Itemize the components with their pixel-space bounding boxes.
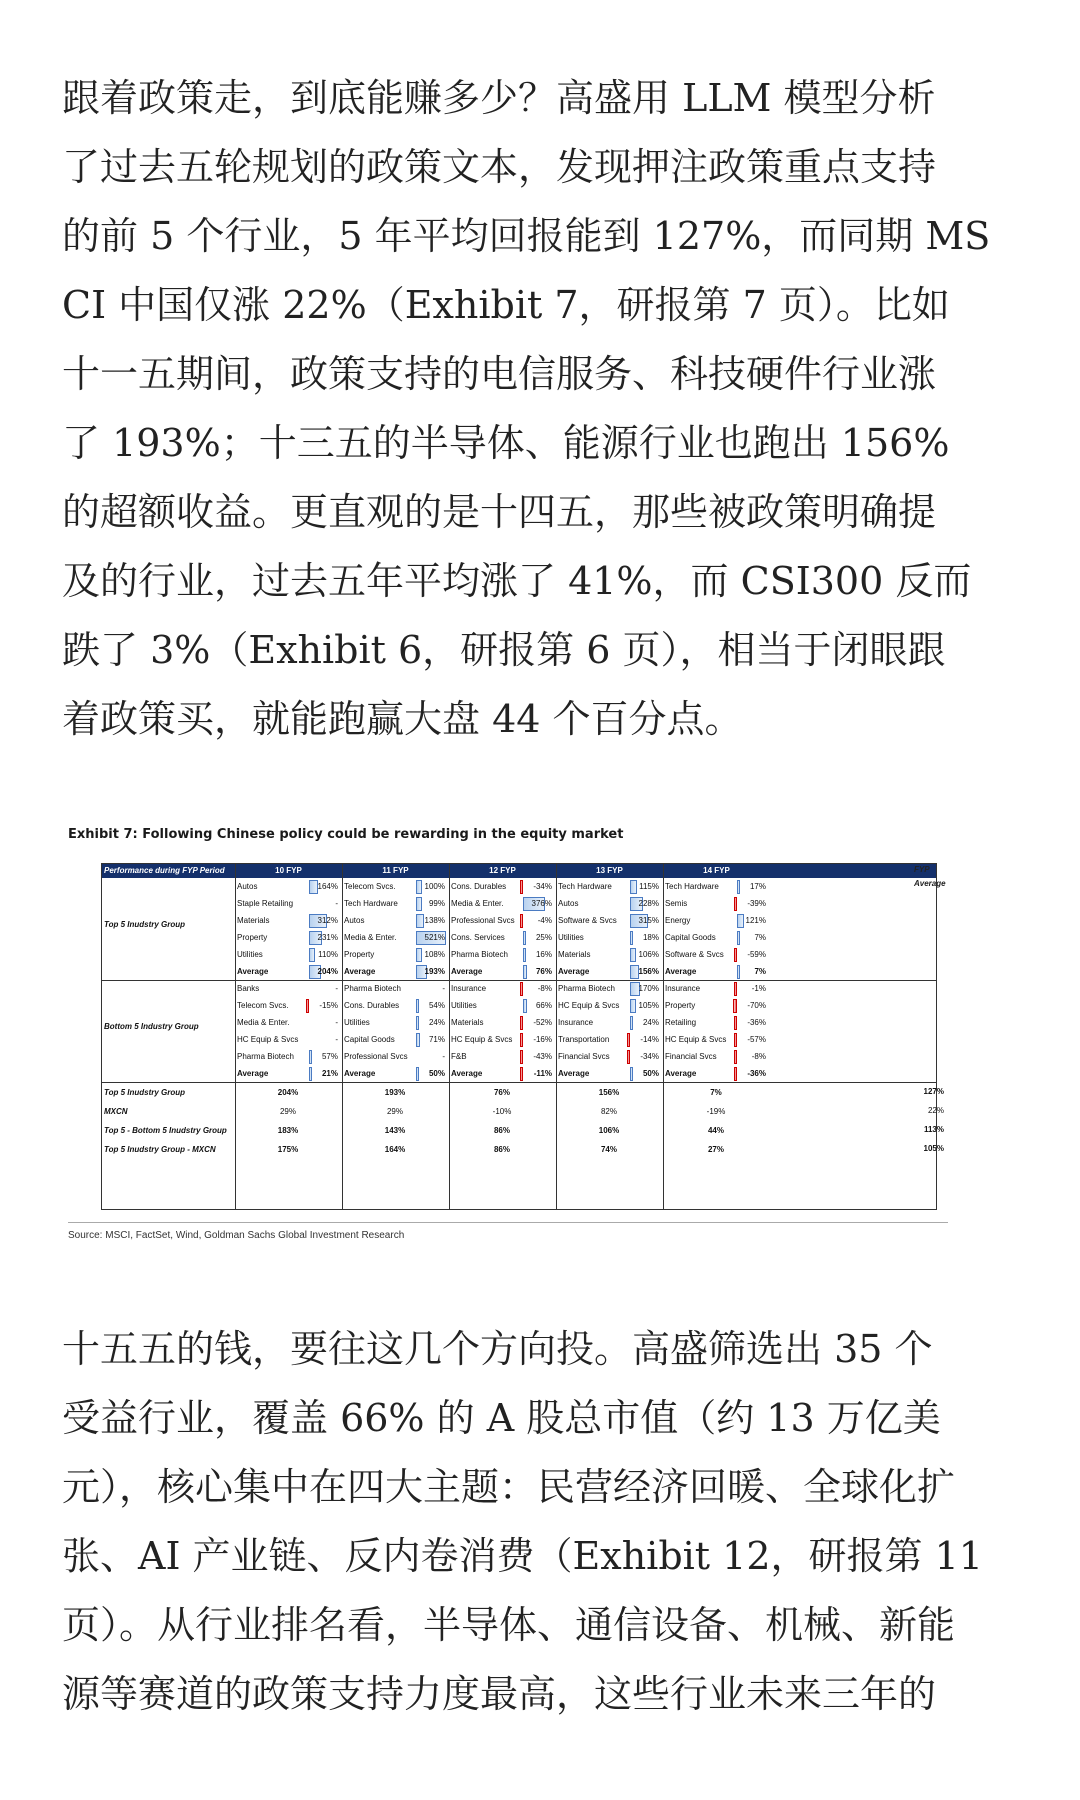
return-value: -8%	[751, 1052, 766, 1061]
industry-name: Cons. Durables	[344, 1001, 400, 1010]
return-value: 50%	[642, 1069, 659, 1078]
paragraph-15th-fyp-line: 源等赛道的政策支持力度最高，这些行业未来三年的	[62, 1672, 937, 1716]
industry-name: Insurance	[558, 1018, 594, 1027]
industry-name: Media & Enter.	[237, 1018, 290, 1027]
return-value: 110%	[318, 950, 338, 959]
return-value: 25%	[535, 933, 552, 942]
average-label: Average	[665, 1069, 697, 1078]
industry-name: HC Equip & Svcs	[451, 1035, 513, 1044]
return-value: 193%	[424, 967, 445, 976]
return-value: -15%	[319, 1001, 338, 1010]
return-value: 115%	[639, 882, 659, 891]
return-value: -57%	[747, 1035, 766, 1044]
return-value: -43%	[533, 1052, 552, 1061]
header-cell: 13 FYP	[596, 866, 623, 875]
header-cell: 10 FYP	[275, 866, 302, 875]
return-value: -14%	[640, 1035, 659, 1044]
summary-value: 143%	[384, 1126, 406, 1135]
summary-value: 183%	[277, 1126, 299, 1135]
return-value: -	[335, 1035, 338, 1044]
industry-name: Professional Svcs	[451, 916, 515, 925]
average-label: Average	[237, 1069, 269, 1078]
return-value: 24%	[428, 1018, 445, 1027]
header-cell: 14 FYP	[703, 866, 730, 875]
industry-name: Capital Goods	[344, 1035, 395, 1044]
summary-value: 76%	[493, 1088, 510, 1097]
return-value: 21%	[321, 1069, 338, 1078]
return-value: -34%	[640, 1052, 659, 1061]
column-divider	[235, 864, 236, 1209]
industry-name: Telecom Svcs.	[344, 882, 396, 891]
column-divider	[449, 864, 450, 1209]
column-divider	[663, 864, 664, 1209]
return-value: -11%	[533, 1069, 552, 1078]
industry-name: Materials	[237, 916, 270, 925]
return-value: 204%	[317, 967, 338, 976]
industry-name: Cons. Durables	[451, 882, 507, 891]
return-value: 17%	[749, 882, 766, 891]
return-value: -	[442, 984, 445, 993]
industry-name: Autos	[558, 899, 579, 908]
summary-value: -10%	[492, 1107, 512, 1116]
summary-value: -19%	[706, 1107, 726, 1116]
industry-name: Financial Svcs	[558, 1052, 610, 1061]
table-header-row	[102, 864, 936, 878]
return-value: -16%	[533, 1035, 552, 1044]
summary-value: 74%	[600, 1145, 617, 1154]
group-label: Top 5 Inudstry Group	[104, 920, 186, 929]
industry-name: Media & Enter.	[344, 933, 397, 942]
paragraph-15th-fyp-line: 页）。从行业排名看，半导体、通信设备、机械、新能	[62, 1603, 956, 1647]
industry-name: Pharma Biotech	[451, 950, 508, 959]
return-value: -	[335, 984, 338, 993]
summary-value: 164%	[384, 1145, 406, 1154]
group-label: Bottom 5 Industry Group	[104, 1022, 199, 1031]
return-value: -1%	[751, 984, 766, 993]
industry-name: Banks	[237, 984, 260, 993]
industry-name: Utilities	[237, 950, 263, 959]
average-label: Average	[237, 967, 269, 976]
return-value: 66%	[535, 1001, 552, 1010]
return-value: -	[442, 1052, 445, 1061]
summary-average: 127%	[923, 1087, 944, 1096]
industry-name: Property	[237, 933, 268, 942]
return-value: -39%	[747, 899, 766, 908]
industry-name: Energy	[665, 916, 691, 925]
industry-name: Software & Svcs	[665, 950, 724, 959]
return-value: -36%	[747, 1018, 766, 1027]
summary-label: Top 5 Inudstry Group - MXCN	[104, 1145, 216, 1154]
paragraph-policy-returns-line: 跟着政策走，到底能赚多少？高盛用 LLM 模型分析	[62, 76, 936, 120]
column-divider	[556, 864, 557, 1209]
industry-name: Financial Svcs	[665, 1052, 717, 1061]
industry-name: Property	[665, 1001, 696, 1010]
return-value: 138%	[424, 916, 445, 925]
summary-value: 156%	[598, 1088, 620, 1097]
summary-value: 29%	[386, 1107, 403, 1116]
industry-name: Pharma Biotech	[558, 984, 615, 993]
paragraph-policy-returns-line: 了过去五轮规划的政策文本，发现押注政策重点支持	[62, 145, 937, 189]
return-value: 228%	[638, 899, 659, 908]
summary-average: 22%	[927, 1106, 944, 1115]
average-label: Average	[344, 967, 376, 976]
return-value: 108%	[424, 950, 445, 959]
summary-value: 204%	[277, 1088, 299, 1097]
industry-name: Semis	[665, 899, 688, 908]
industry-name: Tech Hardware	[344, 899, 398, 908]
return-value: 24%	[642, 1018, 659, 1027]
industry-name: Staple Retailing	[237, 899, 294, 908]
return-value: 156%	[638, 967, 659, 976]
paragraph-policy-returns-line: 及的行业，过去五年平均涨了 41%，而 CSI300 反而	[62, 559, 972, 603]
return-value: 50%	[428, 1069, 445, 1078]
return-value: -70%	[747, 1001, 766, 1010]
return-value: 164%	[317, 882, 338, 891]
return-value: 76%	[535, 967, 552, 976]
paragraph-15th-fyp-line: 受益行业，覆盖 66% 的 A 股总市值（约 13 万亿美	[62, 1396, 941, 1440]
performance-table	[101, 863, 937, 1210]
return-value: 106%	[638, 950, 659, 959]
paragraph-policy-returns-line: 跌了 3%（Exhibit 6，研报第 6 页），相当于闭眼跟	[62, 628, 946, 672]
industry-name: Software & Svcs	[558, 916, 617, 925]
average-label: Average	[451, 967, 483, 976]
industry-name: Telecom Svcs.	[237, 1001, 289, 1010]
return-value: 57%	[321, 1052, 338, 1061]
return-value: 121%	[745, 916, 766, 925]
return-value: 99%	[428, 899, 445, 908]
industry-name: Capital Goods	[665, 933, 716, 942]
summary-value: 86%	[493, 1145, 510, 1154]
return-value: 521%	[424, 933, 445, 942]
row-divider	[102, 980, 936, 981]
return-value: 231%	[317, 933, 338, 942]
average-label: Average	[558, 1069, 590, 1078]
industry-name: HC Equip & Svcs	[665, 1035, 727, 1044]
column-divider	[342, 864, 343, 1209]
industry-name: Materials	[558, 950, 591, 959]
industry-name: Transportation	[558, 1035, 610, 1044]
industry-name: F&B	[451, 1052, 467, 1061]
return-value: 315%	[638, 916, 659, 925]
paragraph-policy-returns-line: CI 中国仅涨 22%（Exhibit 7，研报第 7 页）。比如	[62, 283, 950, 327]
industry-name: Utilities	[344, 1018, 370, 1027]
paragraph-15th-fyp	[62, 1315, 1024, 1729]
return-value: -8%	[537, 984, 552, 993]
return-value: -34%	[533, 882, 552, 891]
industry-name: Autos	[237, 882, 258, 891]
return-value: -36%	[747, 1069, 766, 1078]
return-value: -	[335, 899, 338, 908]
average-label: Average	[344, 1069, 376, 1078]
industry-name: Pharma Biotech	[237, 1052, 294, 1061]
paragraph-15th-fyp-line: 张、AI 产业链、反内卷消费（Exhibit 12，研报第 11	[62, 1534, 983, 1578]
return-value: 18%	[642, 933, 659, 942]
summary-label: Top 5 - Bottom 5 Inudstry Group	[104, 1126, 227, 1135]
paragraph-policy-returns-line: 着政策买，就能跑赢大盘 44 个百分点。	[62, 697, 743, 741]
industry-name: HC Equip & Svcs	[237, 1035, 299, 1044]
return-value: -52%	[533, 1018, 552, 1027]
fyp-average-header: FYP Average	[914, 865, 946, 888]
return-value: -4%	[537, 916, 552, 925]
return-value: 376%	[531, 899, 552, 908]
header-cell: 12 FYP	[489, 866, 516, 875]
summary-label: Top 5 Inudstry Group	[104, 1088, 186, 1097]
summary-value: 175%	[277, 1145, 299, 1154]
return-value: -	[335, 1018, 338, 1027]
average-label: Average	[665, 967, 697, 976]
industry-name: Insurance	[451, 984, 487, 993]
average-label: Average	[451, 1069, 483, 1078]
summary-value: 86%	[493, 1126, 510, 1135]
header-cell: Performance during FYP Period	[104, 866, 225, 875]
industry-name: HC Equip & Svcs	[558, 1001, 620, 1010]
exhibit-source: Source: MSCI, FactSet, Wind, Goldman Sachs Global Investment Research	[68, 1230, 405, 1241]
industry-name: Insurance	[665, 984, 701, 993]
return-value: 71%	[428, 1035, 445, 1044]
paragraph-policy-returns-line: 十一五期间，政策支持的电信服务、科技硬件行业涨	[62, 352, 937, 396]
summary-value: 82%	[600, 1107, 617, 1116]
industry-name: Tech Hardware	[558, 882, 612, 891]
industry-name: Pharma Biotech	[344, 984, 401, 993]
summary-value: 193%	[384, 1088, 406, 1097]
return-value: -59%	[747, 950, 766, 959]
return-value: 7%	[754, 967, 766, 976]
industry-name: Utilities	[451, 1001, 477, 1010]
paragraph-15th-fyp-line: 元），核心集中在四大主题：民营经济回暖、全球化扩	[62, 1465, 956, 1509]
industry-name: Media & Enter.	[451, 899, 504, 908]
row-divider	[102, 1082, 936, 1083]
summary-average: 113%	[923, 1125, 944, 1134]
industry-name: Retailing	[665, 1018, 697, 1027]
paragraph-policy-returns-line: 的超额收益。更直观的是十四五，那些被政策明确提	[62, 490, 937, 534]
summary-value: 27%	[707, 1145, 724, 1154]
average-label: Average	[558, 967, 590, 976]
industry-name: Cons. Services	[451, 933, 505, 942]
summary-average: 105%	[923, 1144, 944, 1153]
industry-name: Autos	[344, 916, 365, 925]
return-value: 105%	[638, 1001, 659, 1010]
return-value: 54%	[428, 1001, 445, 1010]
industry-name: Property	[344, 950, 375, 959]
paragraph-15th-fyp-line: 十五五的钱，要往这几个方向投。高盛筛选出 35 个	[62, 1327, 933, 1371]
summary-value: 106%	[598, 1126, 620, 1135]
header-cell: 11 FYP	[382, 866, 409, 875]
summary-value: 29%	[279, 1107, 296, 1116]
return-value: 312%	[317, 916, 338, 925]
industry-name: Professional Svcs	[344, 1052, 408, 1061]
return-value: 170%	[638, 984, 659, 993]
summary-label: MXCN	[104, 1107, 128, 1116]
return-value: 16%	[535, 950, 552, 959]
summary-value: 7%	[710, 1088, 722, 1097]
source-divider	[68, 1222, 948, 1223]
return-value: 100%	[424, 882, 445, 891]
exhibit-title: Exhibit 7: Following Chinese policy could be rewarding in the equity market	[68, 827, 624, 842]
industry-name: Materials	[451, 1018, 484, 1027]
paragraph-policy-returns-line: 的前 5 个行业，5 年平均回报能到 127%，而同期 MS	[62, 214, 991, 258]
industry-name: Utilities	[558, 933, 584, 942]
exhibit-7-figure	[68, 825, 948, 1241]
summary-value: 44%	[707, 1126, 724, 1135]
paragraph-policy-returns	[62, 64, 1024, 754]
paragraph-policy-returns-line: 了 193%；十三五的半导体、能源行业也跑出 156%	[62, 421, 950, 465]
return-value: 7%	[754, 933, 766, 942]
industry-name: Tech Hardware	[665, 882, 719, 891]
